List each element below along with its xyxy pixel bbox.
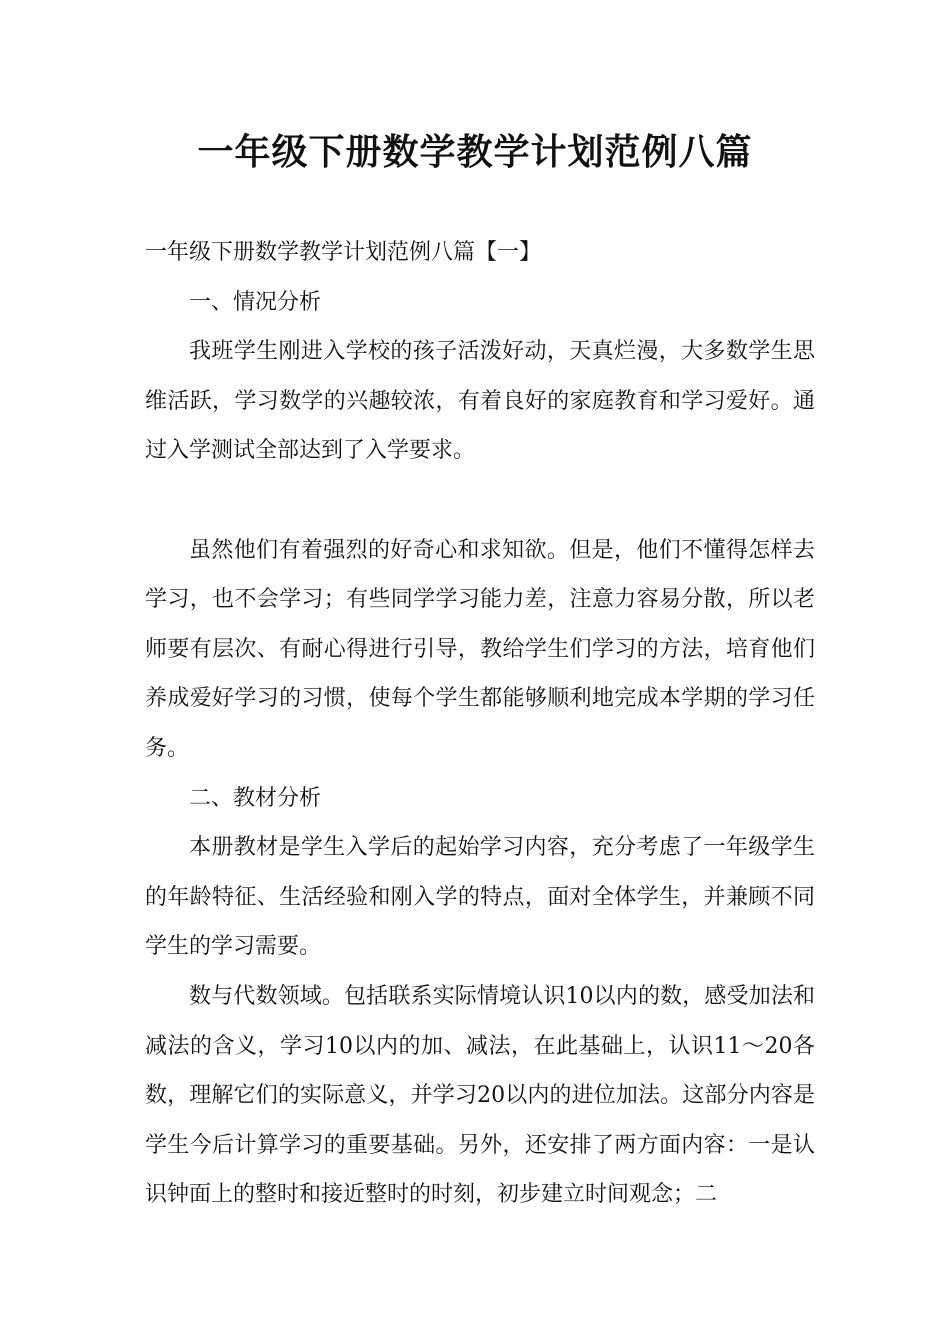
paragraph-learning-habits: 虽然他们有着强烈的好奇心和求知欲。但是，他们不懂得怎样去学习，也不会学习；有些同学学习能力差，注意力容易分散，所以老师要有层次、有耐心得进行引导，教给学生们学习的方法，培育他们养成爱好学习的习惯，使每个学生都能够顺利地完成本学期的学习任务。 (145, 537, 815, 761)
section-title: 一年级下册数学教学计划范例八篇【一】 (145, 240, 542, 265)
heading-textbook-analysis: 二、教材分析 (189, 785, 322, 811)
paragraph-number-algebra: 数与代数领域。包括联系实际情境认识10以内的数，感受加法和减法的含义，学习10以内的加、减法，在此基础上，认识11～20各数，理解它们的实际意义，并学习20以内的进位加法。这部分内容是学生今后计算学习的重要基础。另外，还安排了两方面内容：一是认识钟面上的整时和接近整时的时刻，初步建立时间观念；二 (145, 983, 815, 1208)
heading-situation-analysis: 一、情况分析 (189, 289, 322, 315)
paragraph-textbook-overview: 本册教材是学生入学后的起始学习内容，充分考虑了一年级学生的年龄特征、生活经验和刚入学的特点，面对全体学生，并兼顾不同学生的学习需要。 (145, 835, 815, 960)
paragraph-gap (145, 476, 815, 526)
document-body (145, 228, 815, 1220)
paragraph-class-situation: 我班学生刚进入学校的孩子活泼好动，天真烂漫，大多数学生思维活跃，学习数学的兴趣较浓，有着良好的家庭教育和学习爱好。通过入学测试全部达到了入学要求。 (145, 339, 815, 464)
document-title: 一年级下册数学教学计划范例八篇 (197, 132, 753, 173)
